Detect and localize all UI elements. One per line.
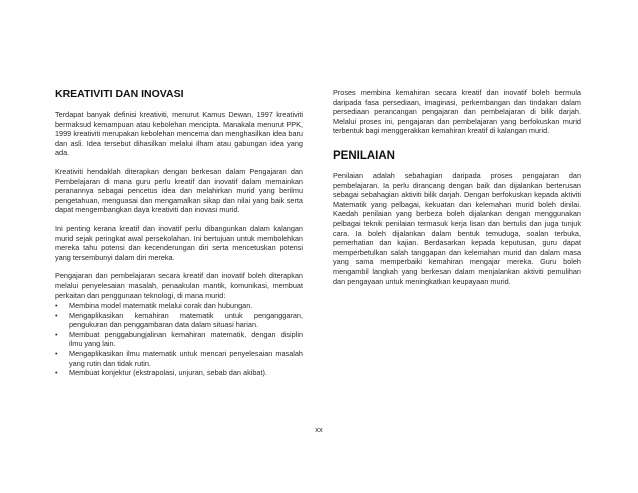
bullet-icon: • — [55, 310, 58, 320]
bullet-icon: • — [55, 301, 58, 311]
left-column — [55, 88, 303, 378]
list-item-text: Membuat penggabungjalinan kemahiran matematik, dengan disiplin ilmu yang lain. — [69, 329, 303, 349]
list-item — [55, 301, 303, 311]
bullet-icon: • — [55, 368, 58, 378]
paragraph-proses: Proses membina kemahiran secara kreatif dan inovatif boleh bermula daripada fasa persediaan, imaginasi, perkembangan dan tindakan dalam persediaan perancangan pengajaran dan pembelajaran di bilik darjah. Melalui proses ini, pengajaran dan pembelajaran yang berfokuskan murid terbentuk bagi menggerakkan kemahiran kreatif di kalangan murid. — [333, 88, 581, 136]
paragraph-kepentingan: Ini penting kerana kreatif dan inovatif perlu dibangunkan dalam kalangan murid sejak peringkat awal persekolahan. Ini bertujuan untuk membolehkan mereka tahu potensi dan kecenderungan diri serta mencetuskan potensi yang tersembunyi dalam diri mereka. — [55, 223, 303, 262]
list-item — [55, 311, 303, 330]
list-item — [55, 330, 303, 349]
list-item-text: Membuat konjektur (ekstrapolasi, unjuran, sebab dan akibat). — [69, 368, 267, 378]
paragraph-penerapan: Kreativiti hendaklah diterapkan dengan berkesan dalam Pengajaran dan Pembelajaran di mana guru perlu kreatif dan inovatif dalam memainkan peranannya sebagai pencetus idea dan melahirkan murid yang berilmu pengetahuan, menguasai dan mengamalkan sikap dan nilai yang baik serta dapat mengembangkan daya kreativiti dan inovasi murid. — [55, 166, 303, 215]
list-item — [55, 368, 303, 378]
paragraph-pengajaran: Pengajaran dan pembelajaran secara kreatif dan inovatif boleh diterapkan melalui penyelesaian masalah, penaakulan mantik, komunikasi, membuat perkaitan dan penggunaan teknologi, di mana murid: — [55, 271, 303, 300]
section-heading-penilaian: PENILAIAN — [333, 149, 395, 162]
paragraph-definisi: Terdapat banyak definisi kreativiti, menurut Kamus Dewan, 1997 kreativiti bermaksud kemampuan atau kebolehan mencipta. Manakala menurut PPK, 1999 kreativiti merupakan kebolehan mencema dan menghasilkan idea baru dan asli. Idea tersebut dihasilkan melalui ilham atau gabungan idea yang ada. — [55, 110, 303, 158]
paragraph-penilaian: Penilaian adalah sebahagian daripada proses pengajaran dan pembelajaran. Ia perlu dirancang dengan baik dan dijalankan berterusan sebagai sebahagian aktiviti bilik darjah. Dengan berfokuskan kepada aktiviti Matematik yang pelbagai, kekuatan dan kelemahan murid boleh dinilai. Kaedah penilaian yang berbeza boleh dijalankan dengan menggunakan pelbagai teknik penilaian termasuk kerja lisan dan bertulis dan juga tunjuk cara. Ia boleh dijalankan dalam bentuk temuduga, soalan terbuka, pemerhatian dan kajian. Berdasarkan kepada keputusan, guru dapat memperbetulkan salah tanggapan dan kelemahan murid dan dalam masa yang sama memperbaiki kemahiran mengajar mereka. Guru boleh mengambil langkah yang berkesan dalam menjalankan aktiviti pemulihan dan pengayaan untuk meningkatkan keupayaan murid. — [333, 170, 581, 286]
list-item-text: Membina model matematik melalui corak dan hubungan. — [69, 301, 253, 311]
right-column — [333, 88, 581, 295]
bullet-icon: • — [55, 329, 58, 339]
list-item — [55, 349, 303, 368]
list-item-text: Mengaplikasikan kemahiran matematik untuk penganggaran, pengukuran dan penggambaran data dalam situasi harian. — [69, 310, 303, 330]
list-item-text: Mengaplikasikan ilmu matematik untuk mencari penyelesaian masalah yang rutin dan tidak rutin. — [69, 349, 303, 368]
bullet-list — [55, 301, 303, 378]
bullet-icon: • — [55, 349, 58, 359]
section-heading-kreativiti: KREATIVITI DAN INOVASI — [55, 88, 184, 100]
page-number: xx — [315, 425, 323, 434]
